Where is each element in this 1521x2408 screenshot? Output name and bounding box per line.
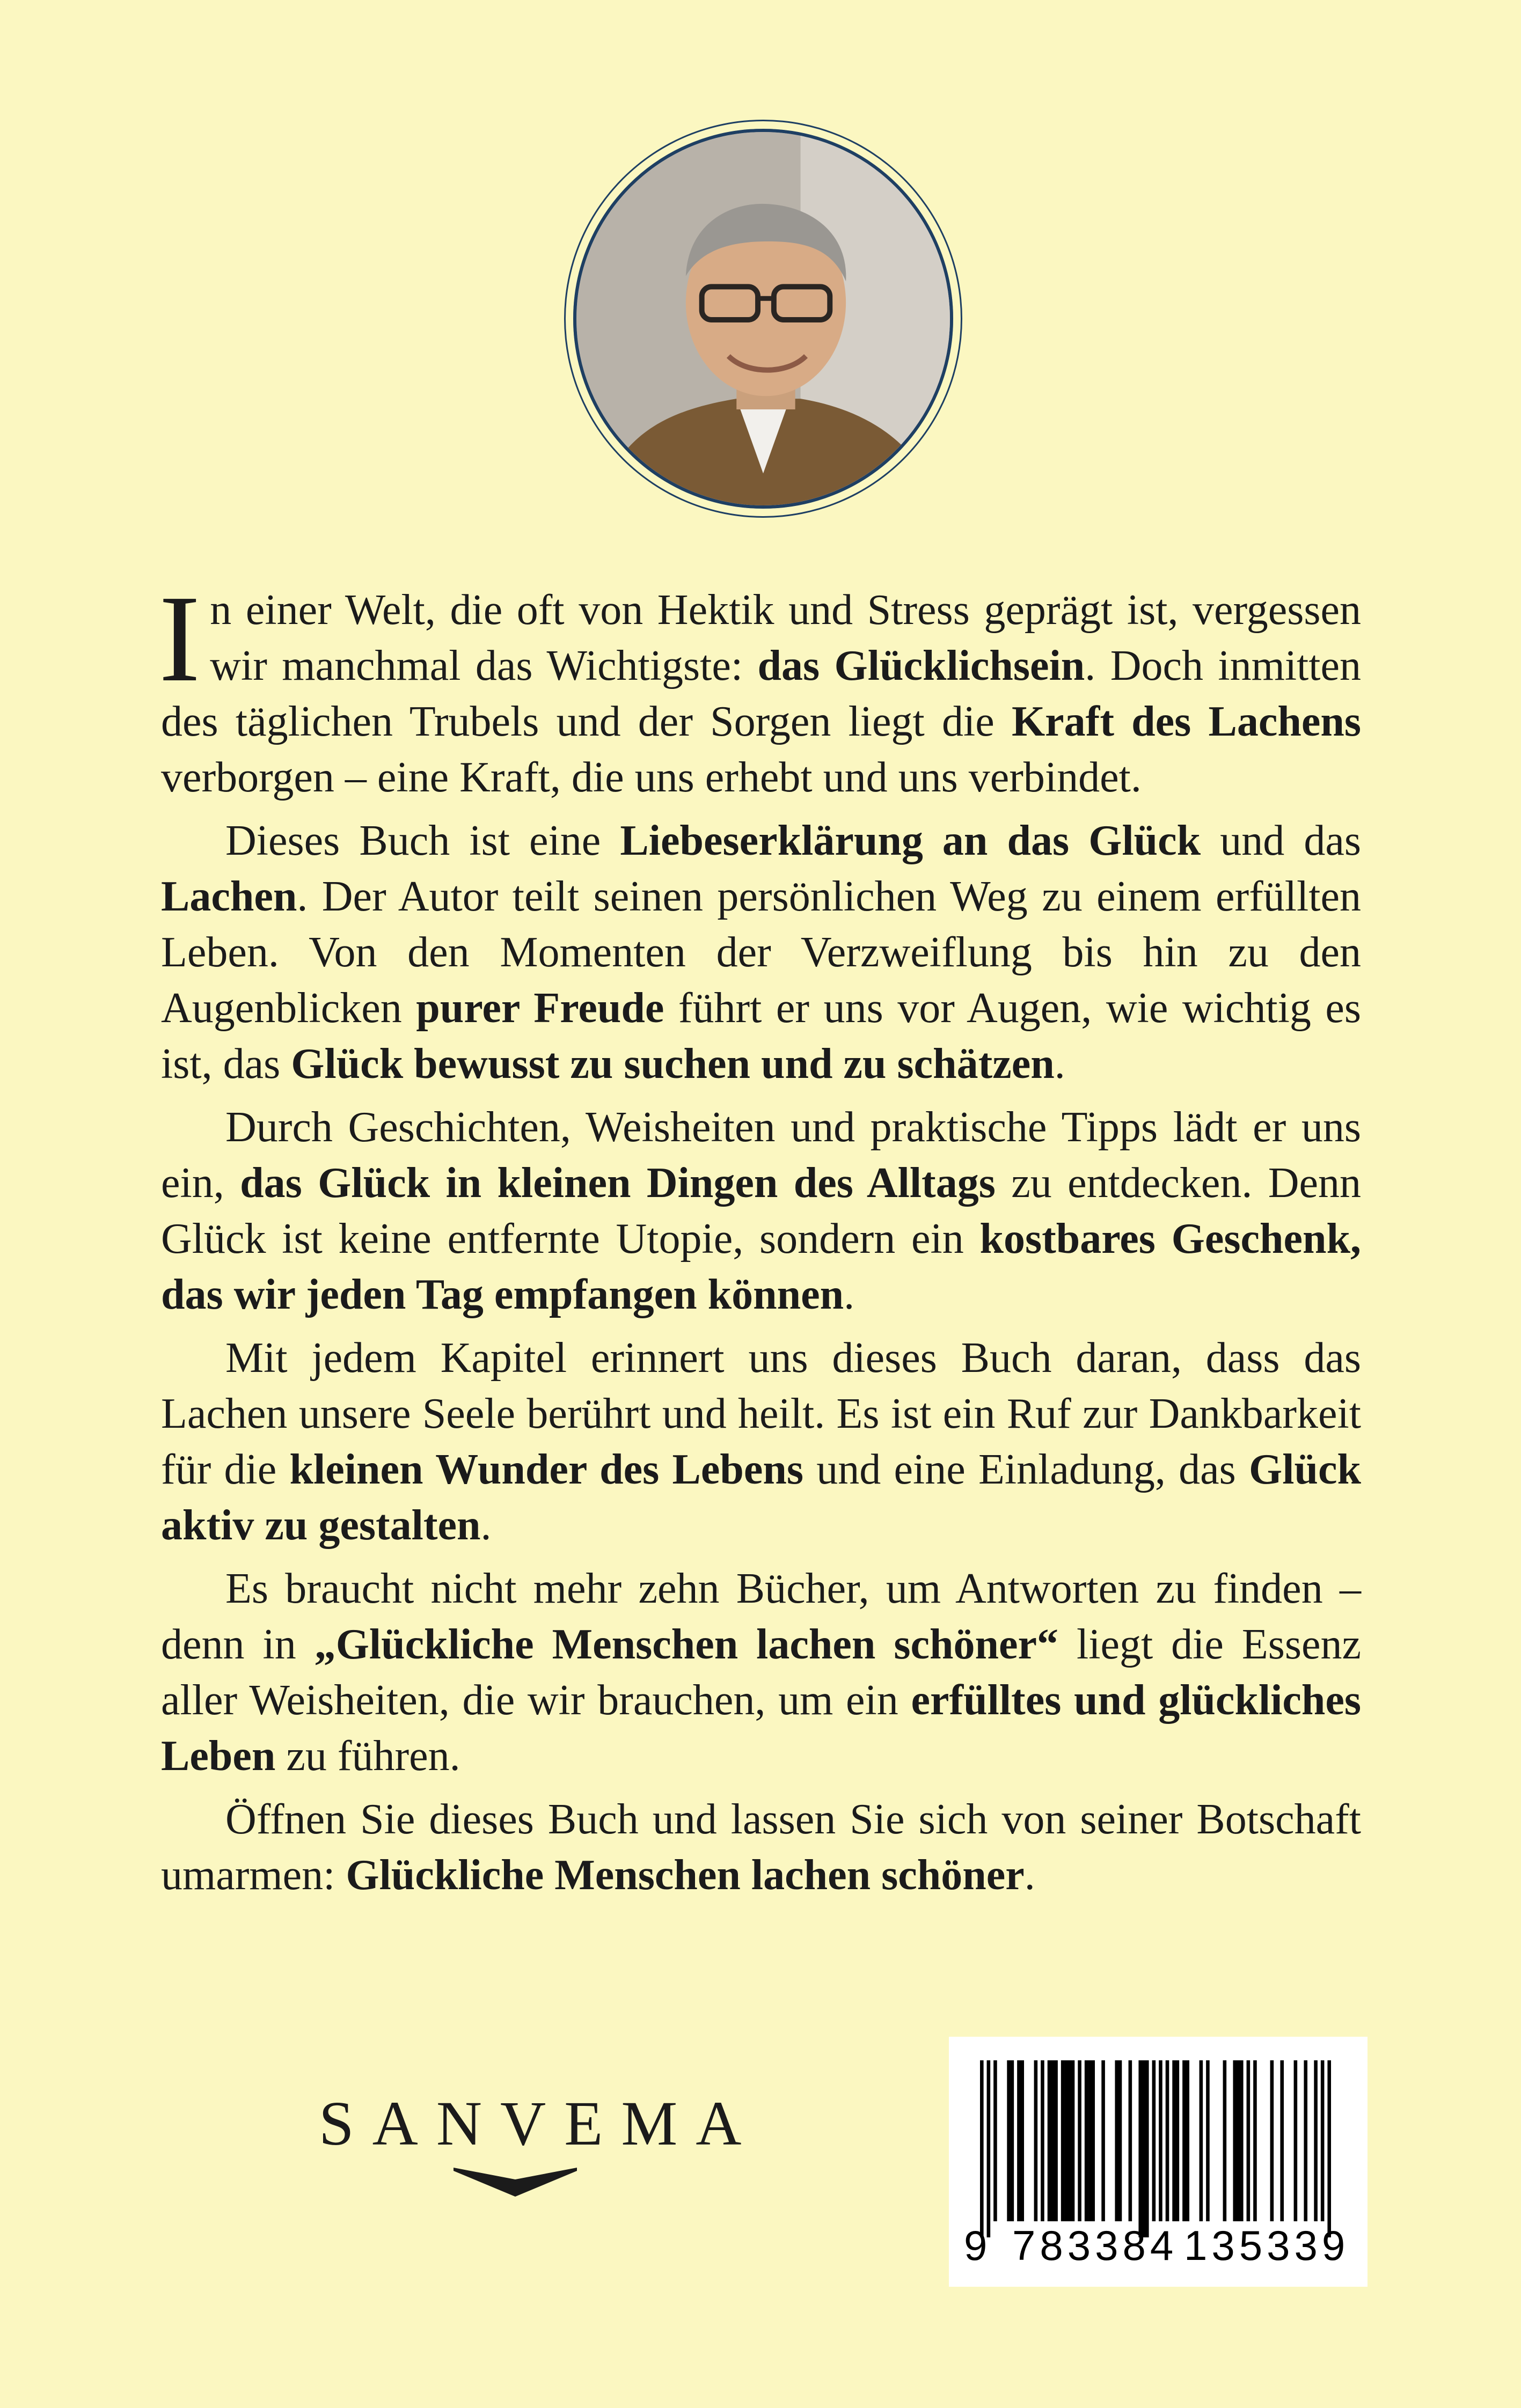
barcode-bar — [1294, 2060, 1298, 2221]
blurb-paragraph-6: Öffnen Sie dieses Buch und lassen Sie sich von seiner Botschaft umarmen: Glückliche Menschen lachen schöner. — [161, 1796, 1361, 1899]
barcode-bar — [1064, 2060, 1068, 2221]
barcode-bar — [1314, 2060, 1318, 2221]
author-portrait-illustration — [576, 132, 950, 505]
barcode-bar — [1270, 2060, 1274, 2221]
barcode-bar — [1253, 2060, 1257, 2221]
barcode-bar — [1085, 2060, 1088, 2221]
barcode-bar — [987, 2060, 991, 2237]
blurb-text — [159, 570, 1362, 1911]
barcode-bar — [993, 2060, 997, 2221]
barcode-bar — [1280, 2060, 1284, 2221]
blurb-paragraph-5: Es braucht nicht mehr zehn Bücher, um Antworten zu finden – denn in „Glückliche Menschen lachen schöner“ liegt die Essenz aller Weisheiten, die wir brauchen, um ein erfülltes und glückliches Leben zu führen. — [161, 1565, 1362, 1780]
blurb-paragraph-2: Dieses Buch ist eine Liebeserklärung an das Glück und das Lachen. Der Autor teilt seinen persönlichen Weg zu einem erfüllten Leben. Von den Momenten der Verzweiflung bis hin zu den Augenblicken purer Freude führt er uns vor Augen, wie wichtig es ist, das Glück bewusst zu suchen und zu schätzen. — [161, 817, 1362, 1088]
barcode-bar — [1051, 2060, 1055, 2221]
barcode-bar — [1206, 2060, 1210, 2221]
barcode-bar — [1152, 2060, 1156, 2221]
barcode-bar — [1166, 2060, 1169, 2221]
barcode-bar — [1159, 2060, 1162, 2221]
barcode-bar — [1091, 2060, 1095, 2221]
barcode-bar — [1142, 2060, 1146, 2237]
author-photo — [573, 129, 953, 509]
barcode-bar — [1129, 2060, 1132, 2221]
barcode-bar — [1176, 2060, 1180, 2221]
barcode-number — [964, 2221, 1361, 2270]
barcode-bar — [1233, 2060, 1237, 2221]
barcode-bar — [1101, 2060, 1105, 2221]
barcode-bar — [1041, 2060, 1044, 2221]
chevron-down-icon — [454, 2163, 577, 2201]
blurb-paragraph-1: In einer Welt, die oft von Hektik und Stress geprägt ist, vergessen wir manchmal das Wichtigste: das Glücklichsein. Doch inmitten des täglichen Trubels und der Sorgen liegt die Kraft des Lachens verborgen – eine Kraft, die uns erhebt und uns verbindet. — [159, 570, 1362, 801]
barcode-first-digit: 9 — [964, 2222, 988, 2269]
blurb-paragraph-4: Mit jedem Kapitel erinnert uns dieses Buch daran, dass das Lachen unsere Seele berührt und heilt. Es ist ein Ruf zur Dankbarkeit für die kleinen Wunder des Lebens und eine Einladung, das Glück aktiv zu gestalten. — [161, 1334, 1361, 1549]
barcode-bar — [980, 2060, 984, 2237]
barcode-bar — [1078, 2060, 1081, 2221]
barcode-bar — [1017, 2060, 1021, 2221]
barcode-bar — [1067, 2060, 1071, 2221]
isbn-barcode — [949, 2037, 1368, 2287]
barcode-bar — [1186, 2060, 1189, 2221]
barcode-bar — [1182, 2060, 1186, 2221]
barcode-bar — [1138, 2060, 1142, 2237]
barcode-bar — [1172, 2060, 1176, 2221]
barcode-left-digits: 783384 — [1012, 2222, 1178, 2269]
barcode-right-digits: 135339 — [1184, 2222, 1350, 2269]
barcode-bar — [1321, 2060, 1325, 2221]
barcode-bar — [1020, 2060, 1024, 2221]
barcode-bar — [1061, 2060, 1065, 2221]
barcode-bar — [1088, 2060, 1092, 2221]
blurb-paragraph-3: Durch Geschichten, Weisheiten und praktische Tipps lädt er uns ein, das Glück in kleinen Dingen des Alltags zu entdecken. Denn Glück ist keine entfernte Utopie, sondern ein kostbares Geschenk, das wir jeden Tag empfangen können. — [161, 1104, 1362, 1318]
barcode-bar — [1115, 2060, 1118, 2221]
barcode-bar — [1304, 2060, 1307, 2221]
barcode-bar — [1011, 2060, 1014, 2221]
barcode-bar — [1237, 2060, 1240, 2221]
drop-cap: I — [159, 570, 201, 708]
barcode-bar — [1247, 2060, 1251, 2221]
barcode-bars — [980, 2060, 1334, 2237]
barcode-bar — [1200, 2060, 1203, 2221]
publisher-name: SANVEMA — [319, 2088, 760, 2159]
barcode-bar — [1071, 2060, 1075, 2221]
barcode-bar — [1054, 2060, 1058, 2221]
publisher-logo — [301, 2087, 760, 2201]
barcode-bar — [1034, 2060, 1038, 2221]
barcode-bar — [1118, 2060, 1122, 2221]
barcode-bar — [1145, 2060, 1149, 2237]
barcode-bar — [1327, 2060, 1331, 2237]
barcode-bar — [1007, 2060, 1011, 2221]
barcode-bar — [1223, 2060, 1227, 2221]
barcode-bar — [1240, 2060, 1244, 2221]
barcode-bar — [1048, 2060, 1051, 2221]
